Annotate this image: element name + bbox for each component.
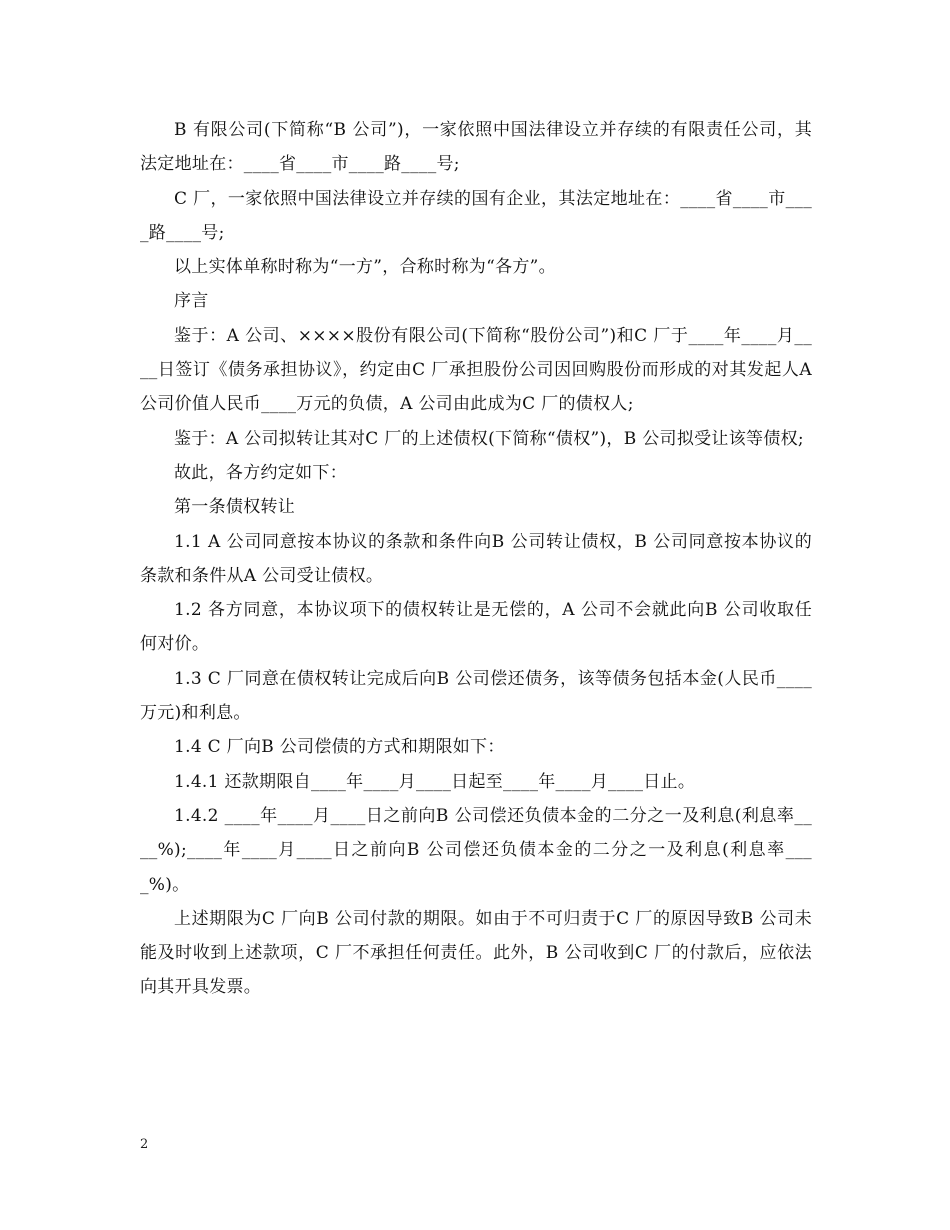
paragraph-parties-definition: 以上实体单称时称为“一方”，合称时称为“各方”。 — [174, 257, 556, 278]
clause-1-3: 1.3 C 厂同意在债权转让完成后向B 公司偿还债务，该等债务包括本金(人民币____万元)和利息。 — [140, 668, 812, 724]
page-number: 2 — [140, 1137, 149, 1152]
clause-1-1: 1.1 A 公司同意按本协议的条款和条件向B 公司转让债权，B 公司同意按本协议的条款和条件从A 公司受让债权。 — [140, 531, 812, 586]
clause-1-4: 1.4 C 厂向B 公司偿债的方式和期限如下： — [174, 737, 505, 758]
paragraph-party-c: C 厂，一家依照中国法律设立并存续的国有企业，其法定地址在：____省____市____路____号; — [140, 188, 812, 243]
clause-1-4-2: 1.4.2 ____年____月____日之前向B 公司偿还负债本金的二分之一及利息(利息率____%);____年____月____日之前向B 公司偿还负债本金的二分之一及利息(利息率____%)。 — [140, 805, 812, 895]
document-body — [140, 113, 812, 1005]
paragraph-whereas-2: 鉴于：A 公司拟转让其对C 厂的上述债权(下简称“债权”)，B 公司拟受让该等债权; — [174, 428, 804, 449]
heading-article-1: 第一条债权转让 — [174, 497, 296, 518]
heading-preamble: 序言 — [174, 291, 209, 312]
paragraph-payment-terms: 上述期限为C 厂向B 公司付款的期限。如由于不可归责于C 厂的原因导致B 公司未能及时收到上述款项，C 厂不承担任何责任。此外，B 公司收到C 厂的付款后，应依法向其开具发票。 — [140, 908, 812, 998]
paragraph-party-b: B 有限公司(下简称“B 公司”)，一家依照中国法律设立并存续的有限责任公司，其法定地址在：____省____市____路____号; — [140, 120, 812, 175]
paragraph-whereas-1: 鉴于：A 公司、××××股份有限公司(下简称“股份公司”)和C 厂于____年____月____日签订《债务承担协议》，约定由C 厂承担股份公司因回购股份而形成的对其发起人A 公司价值人民币____万元的负债，A 公司由此成为C 厂的债权人; — [140, 325, 812, 415]
clause-1-4-1: 1.4.1 还款期限自____年____月____日起至____年____月____日止。 — [174, 771, 696, 792]
clause-1-2: 1.2 各方同意，本协议项下的债权转让是无偿的，A 公司不会就此向B 公司收取任何对价。 — [140, 600, 812, 655]
paragraph-agreement-intro: 故此，各方约定如下： — [174, 462, 347, 483]
